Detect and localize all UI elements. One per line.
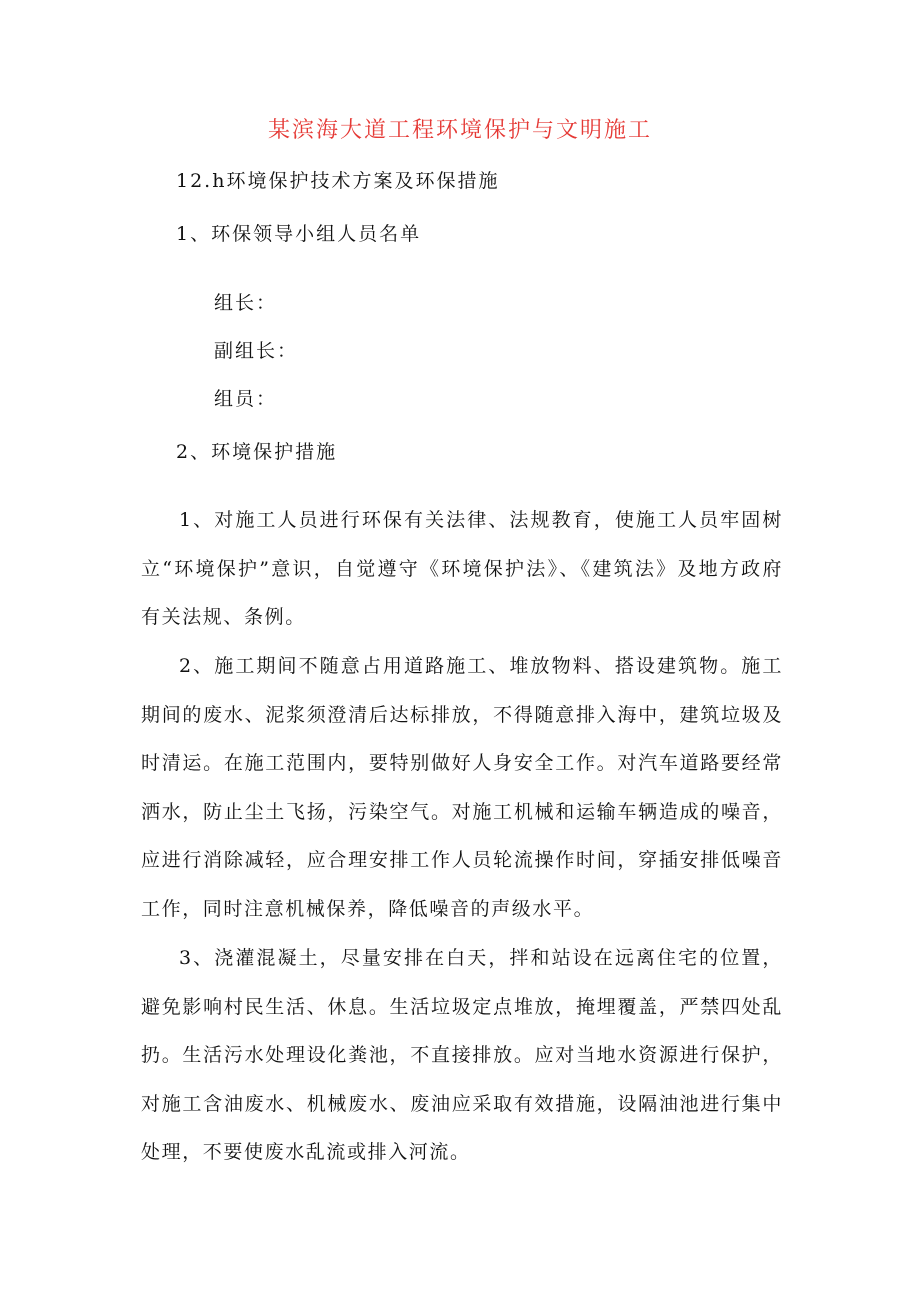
role-members: 组员： bbox=[214, 388, 278, 410]
role-deputy-leader: 副组长： bbox=[214, 340, 299, 362]
section-heading: 12.h环境保护技术方案及环保措施 bbox=[176, 170, 500, 192]
document-title: 某滨海大道工程环境保护与文明施工 bbox=[267, 118, 652, 143]
paragraph-2: 2、施工期间不随意占用道路施工、堆放物料、搭设建筑物。施工期间的废水、泥浆须澄清后达标排放，不得随意排入海中，建筑垃圾及时清运。在施工范围内，要特别做好人身安全工作。对汽车道路要经常洒水，防止尘土飞扬，污染空气。对施工机械和运输车辆造成的噪音，应进行消除减轻，应合理安排工作人员轮流操作时间，穿插安排低噪音工作，同时注意机械保养，降低噪音的声级水平。 bbox=[141, 655, 783, 920]
paragraph-3: 3、浇灌混凝土，尽量安排在白天，拌和站设在远离住宅的位置，避免影响村民生活、休息。生活垃圾定点堆放，掩埋覆盖，严禁四处乱扔。生活污水处理设化粪池，不直接排放。应对当地水资源进行保护，对施工含油废水、机械废水、废油应采取有效措施，设隔油池进行集中处理，不要使废水乱流或排入河流。 bbox=[141, 947, 783, 1163]
subsection-heading-2: 2、环境保护措施 bbox=[176, 441, 338, 463]
subsection-heading-1: 1、环保领导小组人员名单 bbox=[176, 223, 422, 245]
role-leader: 组长： bbox=[214, 292, 278, 314]
paragraph-1: 1、对施工人员进行环保有关法律、法规教育，使施工人员牢固树立“环境保护”意识，自觉遵守《环境保护法》、《建筑法》及地方政府有关法规、条例。 bbox=[141, 509, 783, 628]
